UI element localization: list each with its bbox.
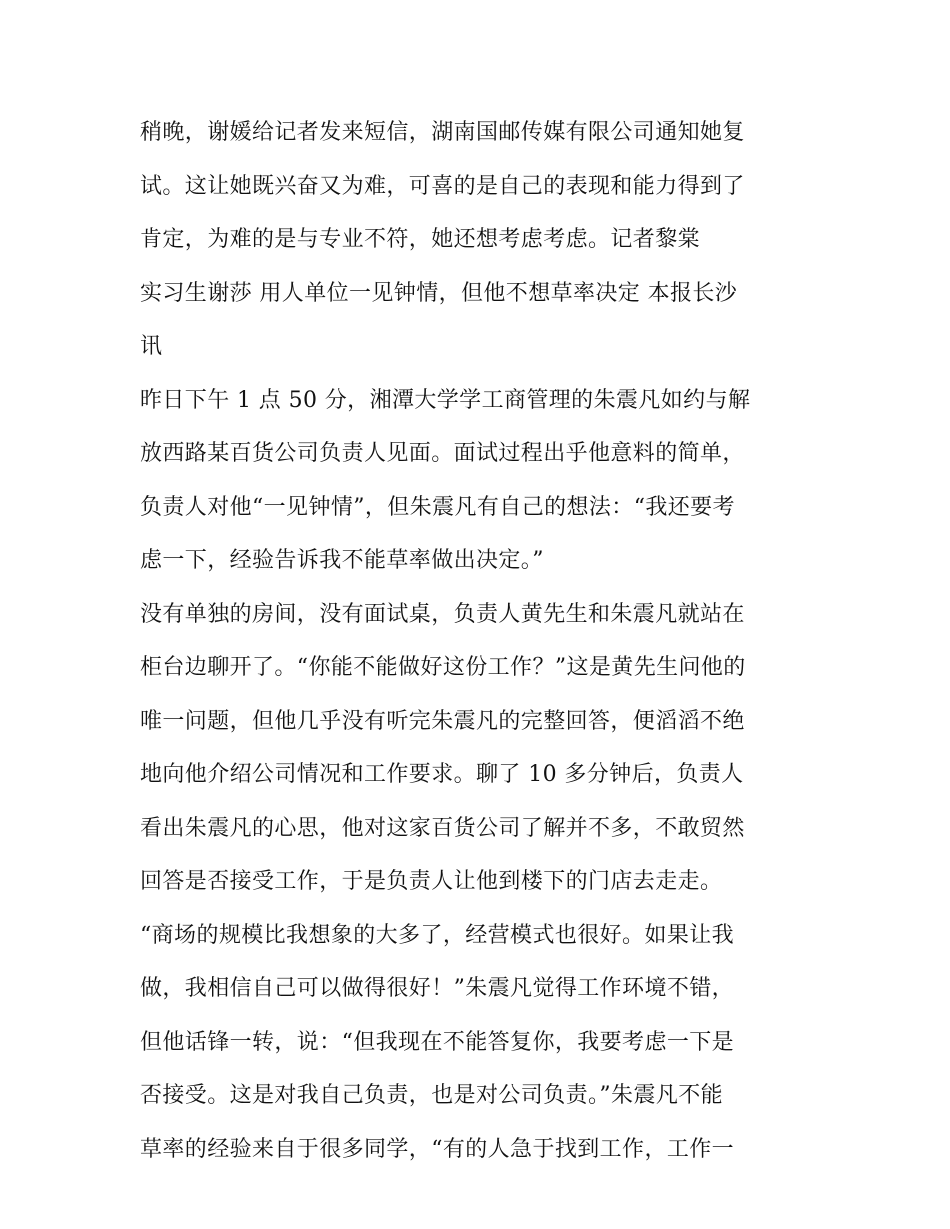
text-line: 虑一下，经验告诉我不能草率做出决定。” [140, 548, 544, 573]
text-line: 但他话锋一转，说：“但我现在不能答复你，我要考虑一下是 [140, 1029, 735, 1055]
text-line: 地向他介绍公司情况和工作要求。聊了 10 多分钟后，负责人 [140, 762, 744, 787]
text-line: 草率的经验来自于很多同学，“有的人急于找到工作，工作一 [140, 1136, 735, 1162]
text-line: 讯 [140, 334, 163, 359]
text-line: 看出朱震凡的心思，他对这家百货公司了解并不多，不敢贸然 [140, 815, 745, 841]
text-line: 试。这让她既兴奋又为难，可喜的是自己的表现和能力得到了 [140, 173, 745, 199]
text-line: 没有单独的房间，没有面试桌，负责人黄先生和朱震凡就站在 [140, 601, 745, 627]
text-line: 回答是否接受工作，于是负责人让他到楼下的门店去走走。 [140, 869, 723, 894]
text-line: 做，我相信自己可以做得很好！”朱震凡觉得工作环境不错， [140, 976, 735, 1001]
text-line: 稍晚，谢媛给记者发来短信，湖南国邮传媒有限公司通知她复 [140, 120, 745, 145]
text-line: 负责人对他“一见钟情”，但朱震凡有自己的想法：“我还要考 [140, 494, 735, 520]
article-body [140, 106, 820, 1176]
text-line: 唯一问题，但他几乎没有听完朱震凡的完整回答，便滔滔不绝 [140, 708, 745, 734]
text-line: “商场的规模比我想象的大多了，经营模式也很好。如果让我 [140, 922, 735, 948]
text-line: 肯定，为难的是与专业不符，她还想考虑考虑。记者黎棠 [140, 227, 701, 252]
text-line: 昨日下午 1 点 50 分，湘潭大学学工商管理的朱震凡如约与解 [140, 387, 751, 413]
text-line: 否接受。这是对我自己负责，也是对公司负责。”朱震凡不能 [140, 1083, 724, 1108]
text-line: 实习生谢莎 用人单位一见钟情，但他不想草率决定 本报长沙 [140, 280, 738, 306]
text-line: 放西路某百货公司负责人见面。面试过程出乎他意料的简单， [140, 441, 745, 466]
text-line: 柜台边聊开了。“你能不能做好这份工作？”这是黄先生问他的 [140, 655, 746, 680]
